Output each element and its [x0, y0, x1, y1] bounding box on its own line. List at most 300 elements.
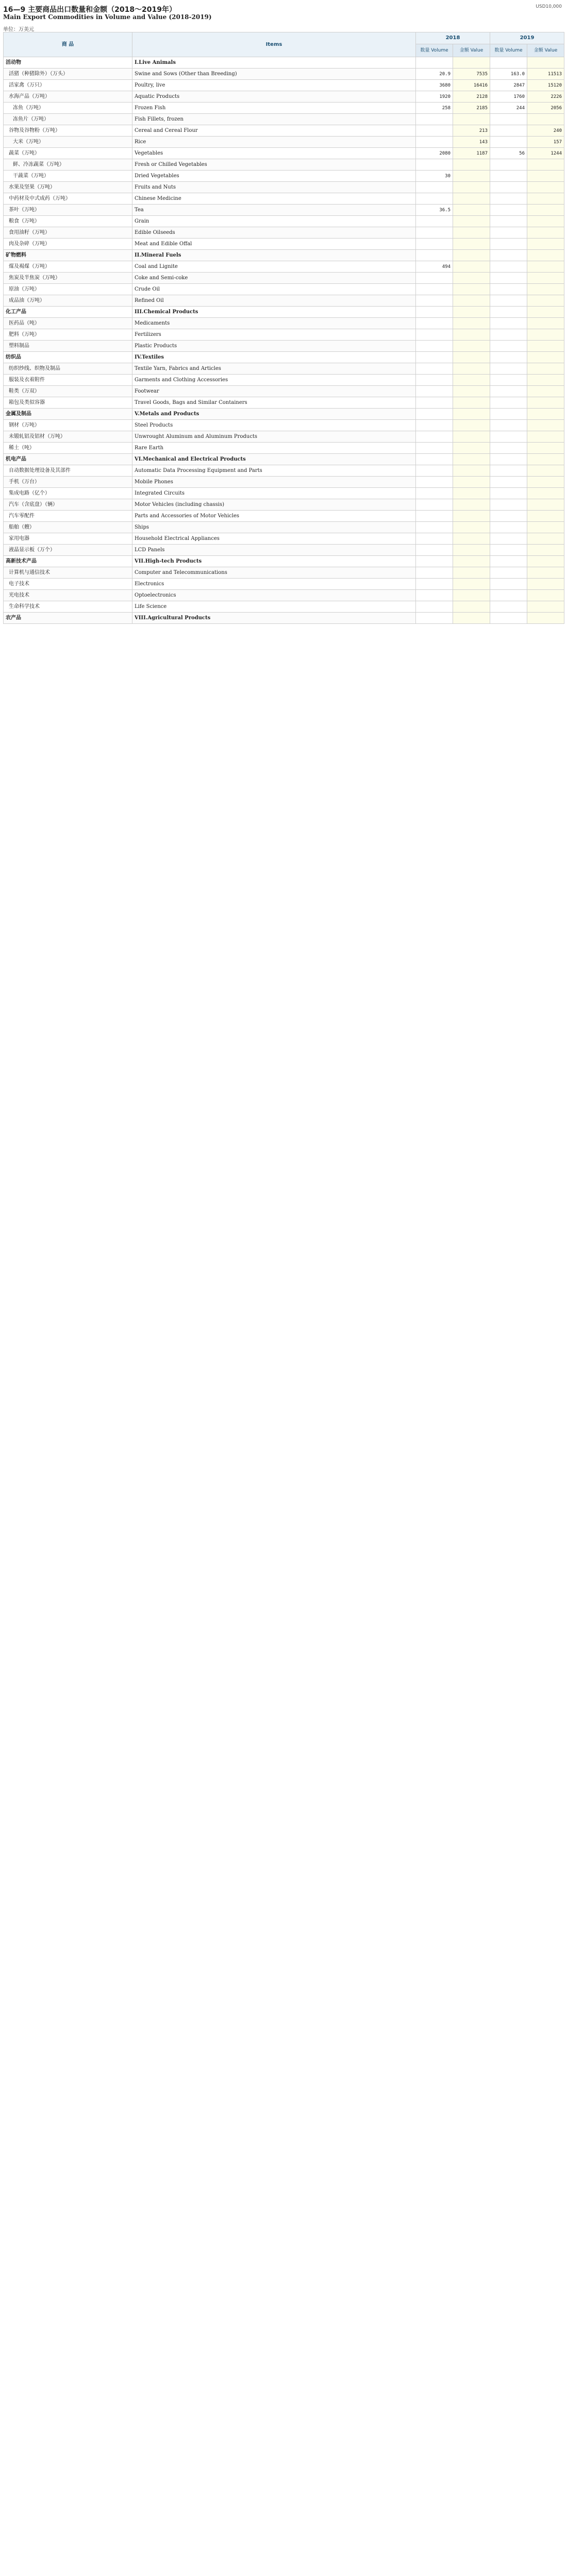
volume-2019: [490, 465, 527, 477]
value-2019: [527, 352, 564, 363]
volume-2019: [490, 511, 527, 522]
value-2018: 16416: [453, 80, 490, 91]
col-volume-2019: 数量 Volume: [490, 44, 527, 57]
row-label-en: Parts and Accessories of Motor Vehicles: [132, 511, 416, 522]
table-row: [4, 613, 564, 624]
volume-2018: [416, 341, 453, 352]
value-2019: [527, 193, 564, 205]
table-row: [4, 545, 564, 556]
row-label-en: Mobile Phones: [132, 477, 416, 488]
volume-2019: [490, 533, 527, 545]
value-2019: [527, 567, 564, 579]
value-2018: [453, 579, 490, 590]
table-row: [4, 227, 564, 239]
volume-2019: [490, 341, 527, 352]
row-label-cn: 成品油（万吨）: [4, 295, 132, 307]
volume-2019: [490, 318, 527, 329]
row-label-cn: 谷物及谷物粉（万吨）: [4, 125, 132, 137]
volume-2019: [490, 409, 527, 420]
value-2018: [453, 295, 490, 307]
table-row: [4, 273, 564, 284]
table-row: [4, 239, 564, 250]
value-2018: [453, 341, 490, 352]
value-2018: [453, 250, 490, 261]
value-2019: [527, 409, 564, 420]
value-2019: [527, 613, 564, 624]
row-label-cn: 家用电器: [4, 533, 132, 545]
volume-2019: [490, 363, 527, 375]
row-label-cn: 中药材及中式成药（万吨）: [4, 193, 132, 205]
value-2018: [453, 397, 490, 409]
row-label-cn: 汽车（含底盘）（辆）: [4, 499, 132, 511]
row-label-en: Dried Vegetables: [132, 171, 416, 182]
row-label-en: Vegetables: [132, 148, 416, 159]
table-row: [4, 488, 564, 499]
value-2018: [453, 386, 490, 397]
value-2018: [453, 239, 490, 250]
row-label-cn: 活猪（种猪除外）（万头）: [4, 69, 132, 80]
value-2018: [453, 511, 490, 522]
row-label-en: Grain: [132, 216, 416, 227]
table-row: [4, 205, 564, 216]
row-label-en: Automatic Data Processing Equipment and Parts: [132, 465, 416, 477]
row-label-en: Fresh or Chilled Vegetables: [132, 159, 416, 171]
volume-2019: [490, 284, 527, 295]
row-label-en: Poultry, live: [132, 80, 416, 91]
table-row: [4, 284, 564, 295]
volume-2018: 258: [416, 103, 453, 114]
table-row: [4, 91, 564, 103]
table-row: [4, 57, 564, 69]
volume-2018: [416, 363, 453, 375]
volume-2018: [416, 488, 453, 499]
row-label-en: Life Science: [132, 601, 416, 613]
value-2018: [453, 205, 490, 216]
volume-2018: [416, 522, 453, 533]
row-label-cn: 集成电路（亿个）: [4, 488, 132, 499]
volume-2018: 1920: [416, 91, 453, 103]
table-header: [4, 32, 564, 57]
value-2019: [527, 397, 564, 409]
value-2019: [527, 556, 564, 567]
volume-2019: [490, 352, 527, 363]
value-2019: [527, 261, 564, 273]
row-label-en: Rice: [132, 137, 416, 148]
table-row: [4, 250, 564, 261]
value-2019: [527, 511, 564, 522]
volume-2018: 2080: [416, 148, 453, 159]
col-header-en: Items: [132, 32, 416, 57]
volume-2019: [490, 114, 527, 125]
volume-2018: [416, 579, 453, 590]
table-row: [4, 420, 564, 431]
row-label-en: VI.Mechanical and Electrical Products: [132, 454, 416, 465]
row-label-cn: 水果及坚果（万吨）: [4, 182, 132, 193]
volume-2019: [490, 454, 527, 465]
volume-2018: [416, 465, 453, 477]
volume-2018: 36.5: [416, 205, 453, 216]
volume-2019: 1760: [490, 91, 527, 103]
value-2018: [453, 284, 490, 295]
table-row: [4, 69, 564, 80]
table-row: [4, 159, 564, 171]
table-row: [4, 216, 564, 227]
row-label-cn: 高新技术产品: [4, 556, 132, 567]
volume-2018: [416, 567, 453, 579]
row-label-cn: 船舶（艘）: [4, 522, 132, 533]
value-2019: [527, 431, 564, 443]
volume-2019: [490, 250, 527, 261]
table-row: [4, 454, 564, 465]
value-2018: 143: [453, 137, 490, 148]
volume-2019: [490, 545, 527, 556]
volume-2018: [416, 556, 453, 567]
table-row: [4, 533, 564, 545]
row-label-en: Fertilizers: [132, 329, 416, 341]
row-label-cn: 箱包及类似容器: [4, 397, 132, 409]
volume-2019: [490, 613, 527, 624]
value-2019: [527, 454, 564, 465]
table-row: [4, 352, 564, 363]
value-2019: [527, 250, 564, 261]
volume-2019: [490, 386, 527, 397]
table-row: [4, 522, 564, 533]
value-2019: 1244: [527, 148, 564, 159]
value-2018: [453, 613, 490, 624]
row-label-en: Medicaments: [132, 318, 416, 329]
value-2019: [527, 295, 564, 307]
volume-2019: [490, 193, 527, 205]
volume-2019: [490, 227, 527, 239]
value-2018: [453, 409, 490, 420]
table-row: [4, 318, 564, 329]
row-label-en: Computer and Telecommunications: [132, 567, 416, 579]
row-label-en: Travel Goods, Bags and Similar Containers: [132, 397, 416, 409]
row-label-en: Optoelectronics: [132, 590, 416, 601]
value-2018: [453, 590, 490, 601]
unit-label-en: USD10,000: [536, 4, 562, 9]
table-row: [4, 114, 564, 125]
table-row: [4, 193, 564, 205]
value-2018: [453, 488, 490, 499]
row-label-cn: 机电产品: [4, 454, 132, 465]
row-label-cn: 光电技术: [4, 590, 132, 601]
value-2019: [527, 239, 564, 250]
col-header-cn: 商 品: [4, 32, 132, 57]
table-row: [4, 261, 564, 273]
volume-2019: [490, 567, 527, 579]
volume-2018: [416, 431, 453, 443]
volume-2018: [416, 477, 453, 488]
volume-2019: 163.0: [490, 69, 527, 80]
value-2018: [453, 159, 490, 171]
value-2018: [453, 545, 490, 556]
value-2018: [453, 443, 490, 454]
page-header: [3, 2, 564, 31]
row-label-cn: 未锻轧铝及铝材（万吨）: [4, 431, 132, 443]
value-2019: [527, 114, 564, 125]
volume-2019: 56: [490, 148, 527, 159]
volume-2019: [490, 307, 527, 318]
row-label-en: Unwrought Aluminum and Aluminum Products: [132, 431, 416, 443]
volume-2018: [416, 443, 453, 454]
row-label-cn: 肉及杂碎（万吨）: [4, 239, 132, 250]
row-label-cn: 计算机与通信技术: [4, 567, 132, 579]
value-2018: [453, 431, 490, 443]
volume-2019: [490, 329, 527, 341]
row-label-cn: 茶叶（万吨）: [4, 205, 132, 216]
row-label-en: LCD Panels: [132, 545, 416, 556]
volume-2018: [416, 499, 453, 511]
value-2018: [453, 57, 490, 69]
volume-2018: [416, 375, 453, 386]
row-label-cn: 农产品: [4, 613, 132, 624]
export-table: [3, 32, 564, 624]
value-2018: [453, 522, 490, 533]
row-label-en: Electronics: [132, 579, 416, 590]
volume-2019: [490, 488, 527, 499]
volume-2018: [416, 590, 453, 601]
table-row: [4, 295, 564, 307]
row-label-en: Footwear: [132, 386, 416, 397]
value-2018: [453, 227, 490, 239]
value-2019: [527, 329, 564, 341]
table-row: [4, 125, 564, 137]
volume-2018: [416, 227, 453, 239]
row-label-en: VIII.Agricultural Products: [132, 613, 416, 624]
row-label-cn: 手机（万台）: [4, 477, 132, 488]
row-label-en: Textile Yarn, Fabrics and Articles: [132, 363, 416, 375]
row-label-en: Coke and Semi-coke: [132, 273, 416, 284]
row-label-en: Steel Products: [132, 420, 416, 431]
volume-2018: [416, 352, 453, 363]
value-2019: [527, 386, 564, 397]
volume-2019: [490, 295, 527, 307]
volume-2018: [416, 273, 453, 284]
volume-2018: [416, 397, 453, 409]
row-label-cn: 生命科学技术: [4, 601, 132, 613]
volume-2019: 2847: [490, 80, 527, 91]
value-2018: 213: [453, 125, 490, 137]
value-2019: [527, 171, 564, 182]
row-label-en: Aquatic Products: [132, 91, 416, 103]
value-2019: [527, 499, 564, 511]
value-2019: [527, 227, 564, 239]
row-label-cn: 钢材（万吨）: [4, 420, 132, 431]
row-label-cn: 纺织品: [4, 352, 132, 363]
volume-2018: [416, 329, 453, 341]
col-value-2019: 金额 Value: [527, 44, 564, 57]
row-label-cn: 大米（万吨）: [4, 137, 132, 148]
value-2018: [453, 499, 490, 511]
table-row: [4, 409, 564, 420]
row-label-cn: 塑料制品: [4, 341, 132, 352]
row-label-en: Chinese Medicine: [132, 193, 416, 205]
volume-2019: [490, 522, 527, 533]
value-2018: [453, 182, 490, 193]
col-group-2018: 2018: [416, 32, 490, 44]
value-2018: 7535: [453, 69, 490, 80]
table-row: [4, 329, 564, 341]
table-row: [4, 307, 564, 318]
row-label-en: Swine and Sows (Other than Breeding): [132, 69, 416, 80]
volume-2019: [490, 137, 527, 148]
value-2019: [527, 205, 564, 216]
row-label-cn: 焦炭及半焦炭（万吨）: [4, 273, 132, 284]
table-row: [4, 375, 564, 386]
row-label-cn: 鞋类（万双）: [4, 386, 132, 397]
value-2018: [453, 477, 490, 488]
value-2018: [453, 273, 490, 284]
row-label-cn: 蔬菜（万吨）: [4, 148, 132, 159]
value-2018: 1187: [453, 148, 490, 159]
value-2018: [453, 420, 490, 431]
value-2018: [453, 216, 490, 227]
volume-2019: 244: [490, 103, 527, 114]
volume-2019: [490, 579, 527, 590]
table-row: [4, 80, 564, 91]
volume-2018: 20.9: [416, 69, 453, 80]
row-label-en: Rare Earth: [132, 443, 416, 454]
page-title-cn: 16—9 主要商品出口数量和金额（2018～2019年）: [3, 6, 177, 14]
row-label-cn: 化工产品: [4, 307, 132, 318]
volume-2018: [416, 182, 453, 193]
value-2019: [527, 273, 564, 284]
volume-2019: [490, 601, 527, 613]
row-label-en: Refined Oil: [132, 295, 416, 307]
volume-2018: [416, 511, 453, 522]
volume-2018: [416, 307, 453, 318]
value-2018: [453, 375, 490, 386]
table-row: [4, 363, 564, 375]
table-row: [4, 103, 564, 114]
volume-2018: [416, 409, 453, 420]
value-2019: 2226: [527, 91, 564, 103]
volume-2018: [416, 613, 453, 624]
value-2019: [527, 522, 564, 533]
volume-2019: [490, 375, 527, 386]
volume-2018: [416, 114, 453, 125]
table-row: [4, 171, 564, 182]
table-row: [4, 579, 564, 590]
value-2019: [527, 420, 564, 431]
volume-2019: [490, 397, 527, 409]
value-2018: 2128: [453, 91, 490, 103]
volume-2019: [490, 182, 527, 193]
row-label-en: Meat and Edible Offal: [132, 239, 416, 250]
value-2019: [527, 159, 564, 171]
value-2018: [453, 261, 490, 273]
table-row: [4, 590, 564, 601]
volume-2018: [416, 137, 453, 148]
value-2019: [527, 57, 564, 69]
row-label-en: Ships: [132, 522, 416, 533]
value-2019: [527, 443, 564, 454]
value-2019: [527, 477, 564, 488]
value-2019: [527, 307, 564, 318]
volume-2018: [416, 295, 453, 307]
value-2018: [453, 601, 490, 613]
value-2019: 157: [527, 137, 564, 148]
table-row: [4, 182, 564, 193]
value-2019: 240: [527, 125, 564, 137]
value-2019: [527, 182, 564, 193]
row-label-en: Motor Vehicles (including chassis): [132, 499, 416, 511]
row-label-en: Integrated Circuits: [132, 488, 416, 499]
volume-2019: [490, 420, 527, 431]
volume-2019: [490, 159, 527, 171]
volume-2018: [416, 533, 453, 545]
volume-2019: [490, 171, 527, 182]
row-label-cn: 冻鱼（万吨）: [4, 103, 132, 114]
row-label-cn: 医药品（吨）: [4, 318, 132, 329]
value-2018: [453, 193, 490, 205]
row-label-cn: 汽车零配件: [4, 511, 132, 522]
volume-2019: [490, 239, 527, 250]
row-label-cn: 水海产品（万吨）: [4, 91, 132, 103]
volume-2018: [416, 239, 453, 250]
row-label-en: Coal and Lignite: [132, 261, 416, 273]
table-row: [4, 397, 564, 409]
row-label-en: III.Chemical Products: [132, 307, 416, 318]
row-label-en: VII.High-tech Products: [132, 556, 416, 567]
value-2018: [453, 318, 490, 329]
row-label-en: Household Electrical Appliances: [132, 533, 416, 545]
table-row: [4, 443, 564, 454]
volume-2019: [490, 556, 527, 567]
volume-2019: [490, 590, 527, 601]
volume-2019: [490, 477, 527, 488]
value-2019: 11513: [527, 69, 564, 80]
volume-2018: [416, 193, 453, 205]
row-label-en: Fish Fillets, frozen: [132, 114, 416, 125]
row-label-cn: 煤及褐煤（万吨）: [4, 261, 132, 273]
value-2019: [527, 533, 564, 545]
value-2019: 2056: [527, 103, 564, 114]
value-2019: 15120: [527, 80, 564, 91]
value-2019: [527, 341, 564, 352]
row-label-cn: 原油（万吨）: [4, 284, 132, 295]
volume-2019: [490, 261, 527, 273]
row-label-en: Plastic Products: [132, 341, 416, 352]
row-label-cn: 自动数据处理设备及其部件: [4, 465, 132, 477]
volume-2019: [490, 443, 527, 454]
volume-2018: [416, 386, 453, 397]
row-label-cn: 液晶显示板（万个）: [4, 545, 132, 556]
value-2018: [453, 567, 490, 579]
volume-2018: [416, 284, 453, 295]
row-label-cn: 稀土（吨）: [4, 443, 132, 454]
row-label-cn: 纺织纱线、织物及制品: [4, 363, 132, 375]
volume-2019: [490, 431, 527, 443]
volume-2018: [416, 216, 453, 227]
table-row: [4, 431, 564, 443]
row-label-en: Garments and Clothing Accessories: [132, 375, 416, 386]
row-label-cn: 矿物燃料: [4, 250, 132, 261]
row-label-cn: 活家禽（万只）: [4, 80, 132, 91]
table-row: [4, 465, 564, 477]
row-label-en: II.Mineral Fuels: [132, 250, 416, 261]
value-2018: [453, 329, 490, 341]
volume-2018: [416, 159, 453, 171]
volume-2019: [490, 125, 527, 137]
row-label-en: Tea: [132, 205, 416, 216]
table-body: [4, 57, 564, 624]
volume-2019: [490, 216, 527, 227]
table-row: [4, 601, 564, 613]
row-label-cn: 鲜、冷冻蔬菜（万吨）: [4, 159, 132, 171]
volume-2018: [416, 601, 453, 613]
